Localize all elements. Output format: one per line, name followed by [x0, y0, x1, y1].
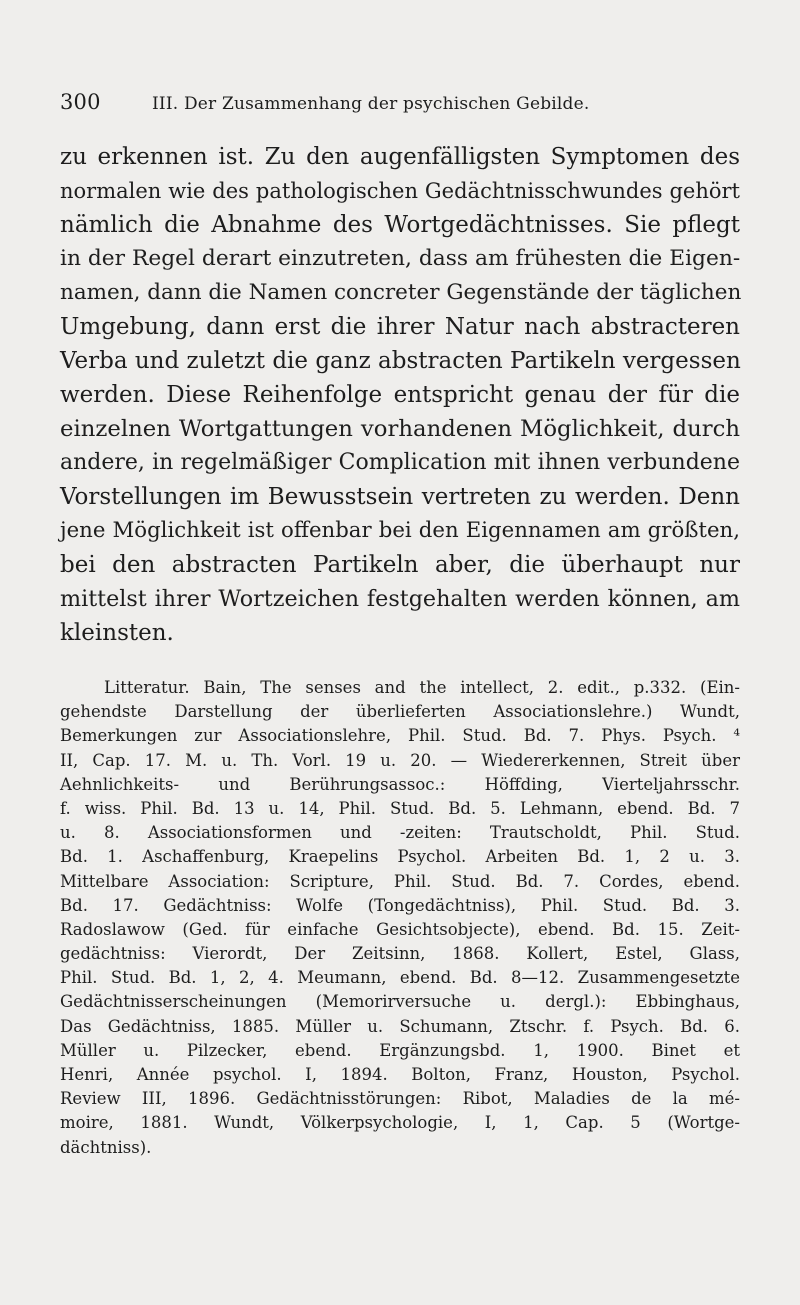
- running-header: [60, 90, 740, 114]
- literature-section: [60, 676, 740, 1160]
- main-paragraph: [60, 140, 740, 650]
- literature-line: Bemerkungen zur Associationslehre, Phil. Stud. Bd. 7. Phys. Psych. ⁴: [60, 726, 740, 746]
- body-line: mittelst ihrer Wortzeichen festgehalten werden können, am: [60, 586, 740, 612]
- body-line: kleinsten.: [60, 620, 174, 646]
- body-line: werden. Diese Reihenfolge entspricht genau der für die: [60, 382, 740, 408]
- body-line: Vorstellungen im Bewusstsein vertreten zu werden. Denn: [60, 484, 740, 510]
- running-title: III. Der Zusammenhang der psychischen Gebilde.: [152, 94, 590, 114]
- body-line: nämlich die Abnahme des Wortgedächtnisses. Sie pflegt: [60, 212, 740, 238]
- body-line: einzelnen Wortgattungen vorhandenen Möglichkeit, durch: [60, 416, 740, 442]
- literature-line: Bd. 1. Aschaffenburg, Kraepelins Psychol. Arbeiten Bd. 1, 2 u. 3.: [60, 847, 740, 867]
- literature-line: Radoslawow (Ged. für einfache Gesichtsobjecte), ebend. Bd. 15. Zeit-: [60, 919, 740, 939]
- body-line: Umgebung, dann erst die ihrer Natur nach abstracteren: [60, 314, 740, 340]
- literature-line: moire, 1881. Wundt, Völkerpsychologie, I, 1, Cap. 5 (Wortge-: [60, 1113, 740, 1133]
- literature-line: Müller u. Pilzecker, ebend. Ergänzungsbd. 1, 1900. Binet et: [60, 1040, 740, 1060]
- body-line: normalen wie des pathologischen Gedächtnisschwundes gehört: [60, 179, 740, 203]
- body-line: namen, dann die Namen concreter Gegenstände der täglichen: [60, 280, 742, 305]
- body-line: in der Regel derart einzutreten, dass am frühesten die Eigen-: [60, 246, 741, 271]
- literature-line: Henri, Année psychol. I, 1894. Bolton, Franz, Houston, Psychol.: [60, 1065, 740, 1084]
- literature-line: dächtniss).: [60, 1137, 152, 1157]
- body-line: jene Möglichkeit ist offenbar bei den Eigennamen am größten,: [60, 518, 740, 543]
- page-number: 300: [60, 90, 101, 114]
- body-line: bei den abstracten Partikeln aber, die überhaupt nur: [60, 552, 740, 578]
- literature-line: Litteratur. Bain, The senses and the intellect, 2. edit., p.332. (Ein-: [104, 678, 740, 697]
- literature-line: Review III, 1896. Gedächtnisstörungen: Ribot, Maladies de la mé-: [60, 1089, 740, 1109]
- body-line: zu erkennen ist. Zu den augenfälligsten Symptomen des: [60, 144, 740, 170]
- literature-line: gehendste Darstellung der überlieferten Associationslehre.) Wundt,: [60, 702, 740, 722]
- literature-line: Aehnlichkeits- und Berührungsassoc.: Höffding, Vierteljahrsschr.: [60, 774, 740, 794]
- literature-line: gedächtniss: Vierordt, Der Zeitsinn, 1868. Kollert, Estel, Glass,: [60, 944, 740, 964]
- literature-line: Bd. 17. Gedächtniss: Wolfe (Tongedächtniss), Phil. Stud. Bd. 3.: [60, 895, 740, 915]
- literature-line: II, Cap. 17. M. u. Th. Vorl. 19 u. 20. — Wiedererkennen, Streit über: [60, 750, 740, 770]
- literature-line: Das Gedächtniss, 1885. Müller u. Schumann, Ztschr. f. Psych. Bd. 6.: [60, 1016, 740, 1036]
- literature-line: Phil. Stud. Bd. 1, 2, 4. Meumann, ebend. Bd. 8—12. Zusammengesetzte: [60, 968, 740, 988]
- literature-line: f. wiss. Phil. Bd. 13 u. 14, Phil. Stud. Bd. 5. Lehmann, ebend. Bd. 7: [60, 798, 740, 818]
- body-line: Verba und zuletzt die ganz abstracten Partikeln vergessen: [60, 348, 741, 374]
- literature-line: u. 8. Associationsformen und -zeiten: Trautscholdt, Phil. Stud.: [60, 823, 740, 843]
- body-line: andere, in regelmäßiger Complication mit ihnen verbundene: [60, 450, 740, 475]
- literature-line: Mittelbare Association: Scripture, Phil. Stud. Bd. 7. Cordes, ebend.: [60, 871, 740, 891]
- literature-line: Gedächtnisserscheinungen (Memorirversuche u. dergl.): Ebbinghaus,: [60, 992, 740, 1012]
